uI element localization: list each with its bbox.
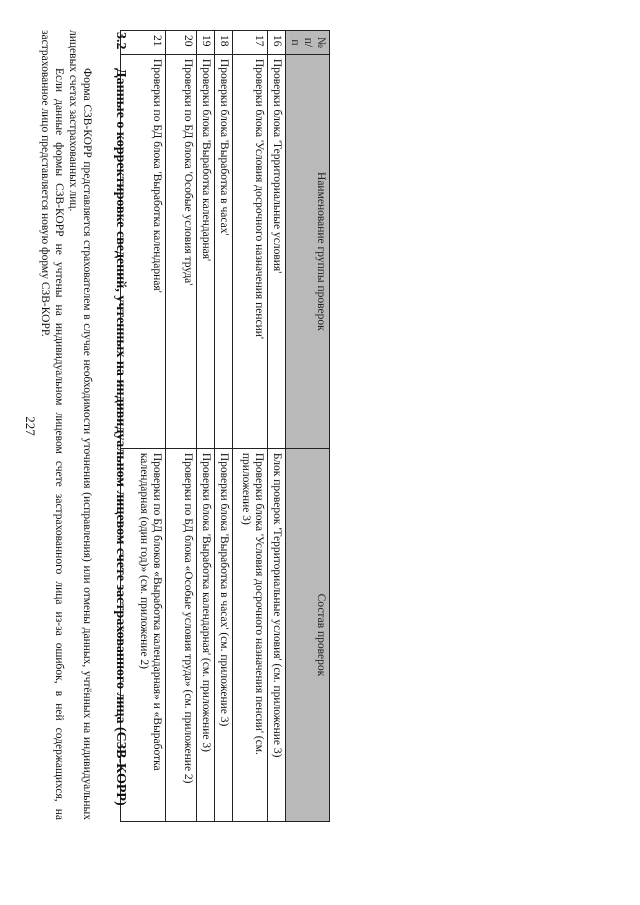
section-title: Данные о корректировке сведений, учтенных на индивидуальном лицевом счете застрахованного лица (СЗВ-КОРР) — [113, 68, 128, 806]
row-group: Проверки блока 'Условия досрочного назначения пенсии' — [233, 54, 268, 448]
row-group: Проверки по БД блока 'Выработка календарная' — [121, 54, 166, 448]
table-row — [233, 31, 268, 822]
table-row — [268, 31, 286, 822]
row-list: Блок проверок 'Территориальные условия' (см. приложение 3) — [268, 448, 286, 821]
table-row — [215, 31, 233, 822]
table-row — [197, 31, 215, 822]
table-row — [166, 31, 197, 822]
row-list: Проверки блока 'Выработка календарная' (см. приложение 3) — [197, 448, 215, 821]
checks-table — [120, 30, 330, 822]
row-group: Проверки по БД блока 'Особые условия труда' — [166, 54, 197, 448]
table-header-row — [286, 31, 330, 822]
row-list: Проверки по БД блоков «Выработка календарная» и «Выработка календарная (один год)» (см. приложение 2) — [121, 448, 166, 821]
paragraph-2: Если данные формы СЗВ-КОРР не учтены на индивидуальном лицевом счете застрахованного лица из-за ошибок, в ней содержащихся, на застрахованное лицо представляется новую форму СЗВ-КОРР. — [39, 30, 65, 820]
row-group: Проверки блока 'Выработка в часах' — [215, 54, 233, 448]
row-list: Проверки блока 'Условия досрочного назначения пенсии' (см. приложение 3) — [233, 448, 268, 821]
rotated-page-content — [40, 30, 330, 820]
paragraph-1: Форма СЗВ-КОРР представляется страхователем в случае необходимости уточнения (исправления) или отмены данных, учтённых на индивидуальных лицевых счетах застрахованных лиц. — [67, 30, 93, 820]
header-num: № п/п — [286, 31, 330, 55]
row-list: Проверки блока 'Выработка в часах' (см. приложение 3) — [215, 448, 233, 821]
row-num: 18 — [215, 31, 233, 55]
row-group: Проверки блока 'Территориальные условия' — [268, 54, 286, 448]
row-list: Проверки по БД блока «Особые условия труда» (см. приложение 2) — [166, 448, 197, 821]
row-num: 16 — [268, 31, 286, 55]
row-num: 20 — [166, 31, 197, 55]
section-number: 3.2 — [113, 32, 128, 50]
header-group: Наименование группы проверок — [286, 54, 330, 448]
row-group: Проверки блока 'Выработка календарная' — [197, 54, 215, 448]
row-num: 17 — [233, 31, 268, 55]
page-number: 227 — [23, 416, 38, 436]
row-num: 21 — [121, 31, 166, 55]
header-list: Состав проверок — [286, 448, 330, 821]
row-num: 19 — [197, 31, 215, 55]
